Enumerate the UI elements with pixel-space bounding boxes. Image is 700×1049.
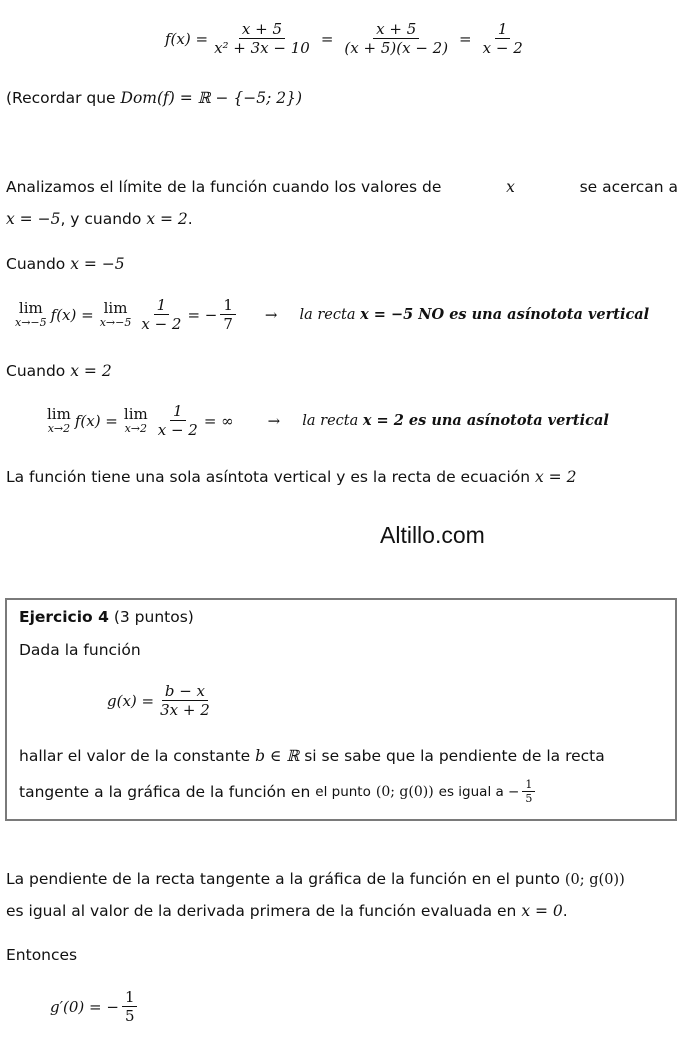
- exercise-given: Dada la función: [19, 641, 141, 659]
- analysis-line-1: Analizamos el límite de la función cuando los valores de x se acercan a: [6, 178, 678, 196]
- solution-line-2: es igual al valor de la derivada primera de la función evaluada en x = 0.: [6, 902, 568, 920]
- exercise-line-1: hallar el valor de la constante b ∈ ℝ si se sabe que la pendiente de la recta: [19, 747, 605, 765]
- exercise-line-2: tangente a la gráfica de la función en el punto (0; g(0)) es igual a − $\frac{1}{5}$: [19, 778, 538, 805]
- case1-limit: lim x→−5 f(x) = lim x→−5 $\frac{1}{x - 2}$ = − $\frac{1}{7}$ → la recta x = −5 NO es una asínotota vertical: [15, 296, 650, 333]
- domain-note: (Recordar que Dom(f) = ℝ − {−5; 2}): [6, 89, 303, 107]
- solution-derivative: g′(0) = − $\frac{1}{5}$: [50, 988, 140, 1025]
- case2-label: Cuando x = 2: [6, 362, 112, 380]
- exercise-box: [5, 598, 677, 821]
- arrow-right-icon: →: [267, 411, 281, 430]
- exercise-function-g: g(x) = $\frac{b - x}{3x + 2}$: [107, 682, 210, 719]
- arrow-right-icon: →: [264, 305, 278, 324]
- case2-note: la recta x = 2 es una asínotota vertical: [302, 412, 609, 429]
- equation-simplify-f: f(x) = $\frac{x + 5}{\text{x² + 3x − 10}}$ = $\frac{x + 5}{(x + 5)(x - 2)}$ = $\frac{1}{x - 2}$: [165, 20, 529, 57]
- conclusion: La función tiene una sola asíntota vertical y es la recta de ecuación x = 2: [6, 468, 577, 486]
- exercise-title: Ejercicio 4 (3 puntos): [19, 608, 194, 626]
- case2-limit: lim x→2 f(x) = lim x→2 $\frac{1}{x - 2}$ = ∞ → la recta x = 2 es una asínotota vertical: [47, 402, 609, 439]
- case1-note: la recta x = −5 NO es una asínotota vertical: [299, 306, 650, 323]
- eq1-fraction-2: $\frac{x + 5}{(x + 5)(x - 2)}$: [344, 20, 449, 57]
- eq1-fraction-3: $\frac{1}{x - 2}$: [482, 20, 523, 57]
- eq1-fraction-1: $\frac{x + 5}{\text{x² + 3x − 10}}$: [214, 20, 310, 57]
- solution-line-1: La pendiente de la recta tangente a la gráfica de la función en el punto (0; g(0)): [6, 870, 625, 888]
- eq1-lhs: f(x) =: [165, 29, 209, 48]
- solution-then: Entonces: [6, 946, 78, 964]
- case1-label: Cuando x = −5: [6, 255, 125, 273]
- analysis-line-2: x = −5, y cuando x = 2.: [6, 210, 193, 228]
- watermark-altillo: Altillo.com: [380, 522, 485, 548]
